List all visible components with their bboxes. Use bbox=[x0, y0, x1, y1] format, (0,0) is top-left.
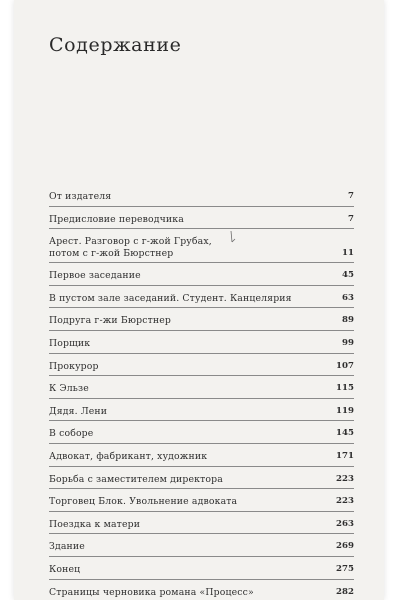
toc-entry-page-number: 119 bbox=[336, 405, 354, 416]
toc-entry-title bbox=[49, 541, 330, 553]
toc-entry-title bbox=[49, 191, 342, 203]
toc-entry bbox=[49, 580, 354, 600]
toc-entry-page-number: 275 bbox=[336, 564, 354, 574]
toc-entry-title bbox=[49, 451, 330, 463]
toc-entry bbox=[49, 512, 354, 535]
toc-entry-title bbox=[49, 270, 336, 282]
toc-entry-page-number: 7 bbox=[348, 191, 354, 202]
toc-entry-title-line: Предисловие переводчика bbox=[49, 213, 184, 225]
toc-entry-title-line: Дядя. Лени bbox=[49, 405, 108, 417]
toc-entry-title bbox=[49, 428, 330, 440]
toc-entry-title-line: Страницы черновика романа «Процесс» bbox=[49, 586, 254, 598]
toc-entry bbox=[49, 184, 354, 207]
toc-entry-title bbox=[49, 496, 330, 508]
toc-entry bbox=[49, 263, 354, 286]
toc-entry bbox=[49, 229, 354, 263]
toc-entry-page-number: 63 bbox=[342, 292, 354, 303]
toc-entry-page-number: 282 bbox=[336, 586, 354, 597]
toc-entry-title bbox=[49, 406, 330, 418]
toc-entry-page-number: 45 bbox=[342, 270, 354, 281]
toc-entry-title-line: Адвокат, фабрикант, художник bbox=[49, 451, 208, 463]
toc-entry bbox=[49, 534, 354, 557]
toc-entry-page-number: 269 bbox=[336, 541, 354, 552]
toc-entry-title bbox=[49, 587, 330, 599]
toc-entry bbox=[49, 444, 354, 467]
toc-entry-title bbox=[49, 236, 336, 259]
toc-entry-title bbox=[49, 474, 330, 486]
toc-entry-title bbox=[49, 293, 336, 305]
toc-entry bbox=[49, 354, 354, 377]
toc-entry-page-number: 99 bbox=[342, 338, 354, 349]
toc-entry-title-line: потом с г-жой Бюрстнер bbox=[49, 247, 174, 259]
toc-entry-title-line: Здание bbox=[49, 541, 85, 553]
toc-entry bbox=[49, 286, 354, 309]
toc-entry-title-line: Поездка к матери bbox=[49, 518, 141, 530]
table-of-contents bbox=[49, 184, 354, 600]
toc-entry bbox=[49, 557, 354, 580]
toc-entry-title-line: Прокурор bbox=[49, 360, 99, 372]
toc-entry-title bbox=[49, 519, 330, 531]
toc-entry-title bbox=[49, 383, 330, 395]
toc-entry-page-number: 145 bbox=[336, 428, 354, 439]
toc-entry-page-number: 223 bbox=[336, 473, 354, 484]
toc-entry-title-line: Порщик bbox=[49, 338, 91, 350]
toc-entry-title-line: От издателя bbox=[49, 191, 112, 203]
toc-entry-title-line: К Эльзе bbox=[49, 383, 89, 395]
toc-entry-title-line: Борьба с заместителем директора bbox=[49, 473, 223, 485]
toc-entry-page-number: 89 bbox=[342, 315, 354, 326]
toc-entry bbox=[49, 489, 354, 512]
book-page bbox=[14, 0, 384, 600]
toc-entry-title bbox=[49, 564, 330, 576]
toc-entry bbox=[49, 207, 354, 230]
toc-entry-page-number: 11 bbox=[342, 247, 354, 258]
toc-entry bbox=[49, 376, 354, 399]
toc-entry-title-line: В пустом зале заседаний. Студент. Канцелярия bbox=[49, 292, 292, 304]
toc-entry-page-number: 223 bbox=[336, 496, 354, 507]
toc-entry-page-number: 171 bbox=[336, 451, 354, 462]
toc-entry bbox=[49, 331, 354, 354]
toc-entry-title bbox=[49, 315, 336, 327]
toc-entry-page-number: 107 bbox=[336, 360, 354, 371]
toc-entry-title-line: Арест. Разговор с г-жой Грубах, bbox=[49, 236, 212, 248]
toc-entry-page-number: 7 bbox=[348, 213, 354, 224]
toc-entry-page-number: 115 bbox=[336, 383, 354, 394]
toc-entry bbox=[49, 308, 354, 331]
page-title: Содержание bbox=[49, 34, 182, 56]
toc-entry-title bbox=[49, 214, 342, 226]
toc-entry-title-line: Конец bbox=[49, 564, 81, 575]
toc-entry bbox=[49, 399, 354, 422]
toc-entry-title-line: Подруга г-жи Бюрстнер bbox=[49, 315, 171, 327]
toc-entry bbox=[49, 421, 354, 444]
toc-entry-title bbox=[49, 361, 330, 373]
toc-entry-page-number: 263 bbox=[336, 518, 354, 529]
toc-entry-title bbox=[49, 338, 336, 350]
toc-entry-title-line: В соборе bbox=[49, 428, 94, 440]
toc-entry-title-line: Торговец Блок. Увольнение адвоката bbox=[49, 496, 238, 508]
toc-entry bbox=[49, 467, 354, 490]
toc-entry-title-line: Первое заседание bbox=[49, 270, 141, 282]
